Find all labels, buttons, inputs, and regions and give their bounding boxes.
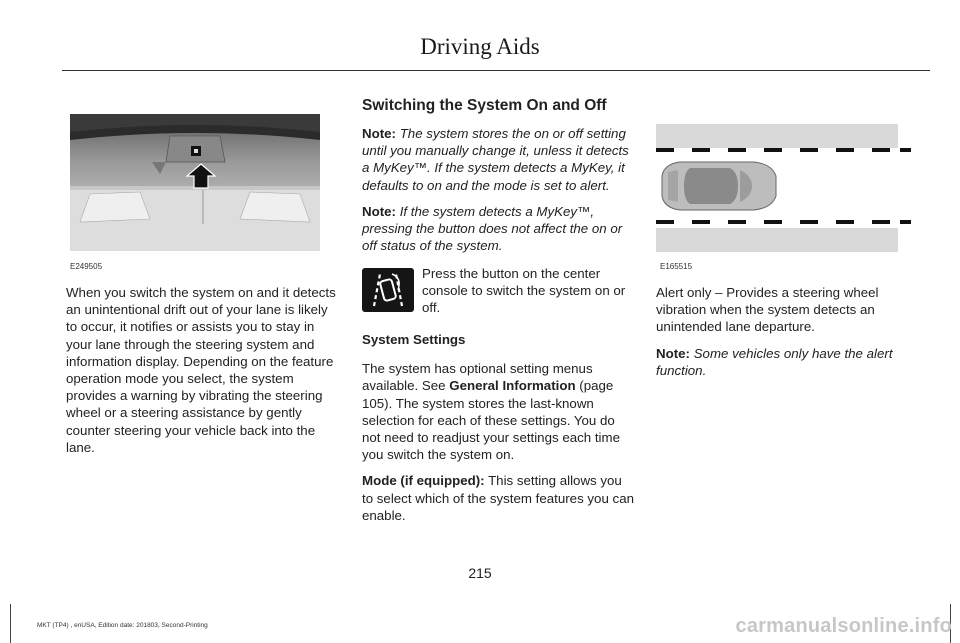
- note-1: [362, 125, 634, 194]
- note-1-body: The system stores the on or off setting until you manually change it, unless it detects a MyKey™. If the system detects a MyKey, it defaults to on and the mode is set to alert.: [362, 126, 629, 193]
- mode-text: This setting allows you to select which of the system features you can enable.: [362, 473, 634, 523]
- left-column: [66, 284, 338, 465]
- alert-only-paragraph: Alert only – Provides a steering wheel vibration when the system detects an unintended lane departure.: [656, 285, 879, 335]
- edition-info: MKT (TP4) , enUSA, Edition date: 201803, Second-Printing: [37, 622, 208, 629]
- button-instruction: Press the button on the center console to switch the system on or off.: [422, 266, 626, 316]
- settings-text-1: The system has optional setting menus available. See: [362, 361, 593, 394]
- section-heading: Switching the System On and Off: [362, 97, 607, 114]
- page-number: 215: [468, 565, 492, 581]
- settings-paragraph: [362, 360, 634, 463]
- right-note-label: Note:: [656, 345, 690, 361]
- settings-heading: System Settings: [362, 332, 466, 347]
- mode-label: Mode (if equipped):: [362, 473, 485, 489]
- watermark: carmanualsonline.info: [735, 615, 952, 637]
- middle-notes: [362, 125, 634, 263]
- note-2-text: If the system detects a MyKey™, pressing the button does not affect the on or off status of the system.: [362, 203, 623, 254]
- intro-paragraph: When you switch the system on and it detects an unintentional drift out of your lane is likely to occur, it notifies or assists you to stay in your lane through the steering system and information display. Depending on the feature operation mode you select, the system provides a warning by vibrating the steering wheel or a steering assistance by gently counter steering your vehicle back into the lane.: [66, 285, 336, 455]
- mode-paragraph: [362, 472, 634, 524]
- lane-illustration: [656, 124, 911, 252]
- footer-crop-mark-left: [10, 604, 11, 643]
- page-title: Driving Aids: [420, 34, 540, 59]
- note-2-label: Note:: [362, 203, 396, 219]
- system-settings-section: [362, 331, 634, 533]
- note-2: [362, 203, 634, 255]
- figure-code-left: E249505: [70, 262, 103, 271]
- camera-illustration: [70, 114, 320, 251]
- right-column: [656, 284, 918, 388]
- lane-keeping-button-icon: [362, 268, 414, 312]
- right-note: [656, 345, 918, 379]
- car-icon: [662, 162, 776, 210]
- settings-text-2: (page 105). The system stores the last-known selection for each of these settings. You do not need to readjust your settings each time you switch the system on.: [362, 378, 620, 463]
- note-1-label: Note:: [362, 126, 396, 141]
- general-information-link[interactable]: General Information: [449, 378, 576, 394]
- header-rule: [62, 70, 930, 71]
- right-note-text: Some vehicles only have the alert function.: [656, 345, 893, 378]
- figure-code-right: E165515: [660, 262, 693, 271]
